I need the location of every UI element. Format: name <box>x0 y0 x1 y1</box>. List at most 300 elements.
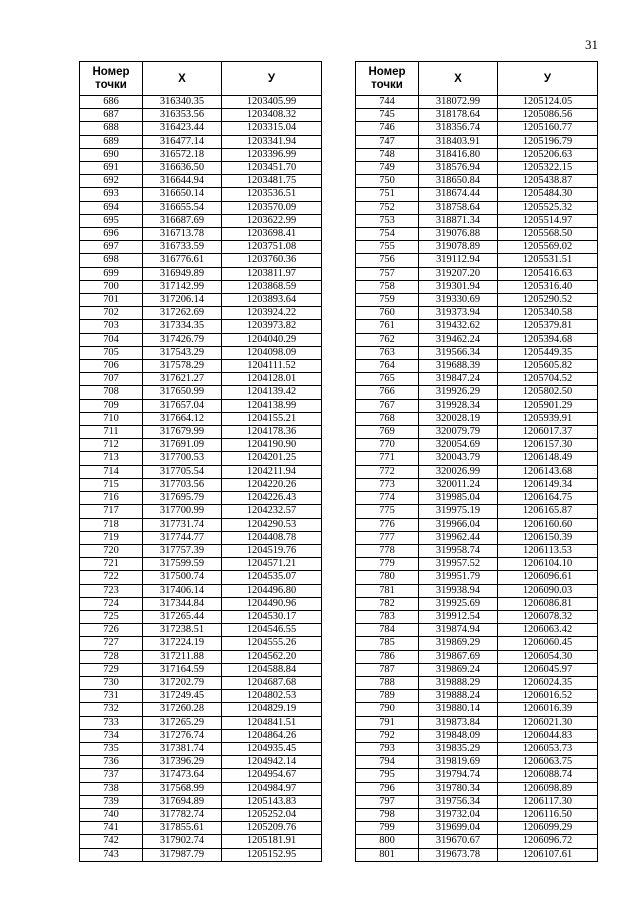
y-coordinate-cell: 1204555.26 <box>222 637 322 650</box>
point-number-cell: 727 <box>80 637 143 650</box>
y-coordinate-cell: 1205416.63 <box>498 267 598 280</box>
y-coordinate-cell: 1205379.81 <box>498 320 598 333</box>
y-coordinate-cell: 1204496.80 <box>222 584 322 597</box>
y-coordinate-cell: 1205290.52 <box>498 294 598 307</box>
y-coordinate-cell: 1206016.52 <box>498 690 598 703</box>
x-coordinate-cell: 319912.54 <box>419 610 498 623</box>
table-row <box>80 531 322 544</box>
coordinates-table-left <box>79 61 322 862</box>
y-coordinate-cell: 1206063.75 <box>498 756 598 769</box>
y-coordinate-cell: 1203760.36 <box>222 254 322 267</box>
point-number-cell: 789 <box>356 690 419 703</box>
x-coordinate-cell: 316644.94 <box>143 175 222 188</box>
point-number-cell: 717 <box>80 505 143 518</box>
table-row <box>356 294 598 307</box>
x-coordinate-cell: 319794.74 <box>419 769 498 782</box>
y-coordinate-cell: 1205209.76 <box>222 822 322 835</box>
y-coordinate-cell: 1206096.61 <box>498 571 598 584</box>
x-coordinate-cell: 317599.59 <box>143 558 222 571</box>
table-row <box>356 478 598 491</box>
table-row <box>356 267 598 280</box>
y-coordinate-cell: 1205340.58 <box>498 307 598 320</box>
table-row <box>356 109 598 122</box>
x-coordinate-cell: 317621.27 <box>143 373 222 386</box>
y-coordinate-cell: 1205252.04 <box>222 808 322 821</box>
table-row <box>80 452 322 465</box>
x-coordinate-cell: 317406.14 <box>143 584 222 597</box>
point-number-cell: 762 <box>356 333 419 346</box>
x-coordinate-cell: 319688.39 <box>419 360 498 373</box>
table-row <box>80 122 322 135</box>
y-coordinate-cell: 1206107.61 <box>498 848 598 861</box>
x-coordinate-cell: 319869.24 <box>419 663 498 676</box>
table-body <box>356 96 598 862</box>
y-coordinate-cell: 1203924.22 <box>222 307 322 320</box>
x-coordinate-cell: 317426.79 <box>143 333 222 346</box>
y-coordinate-cell: 1203451.70 <box>222 162 322 175</box>
point-number-cell: 740 <box>80 808 143 821</box>
x-coordinate-cell: 319938.94 <box>419 584 498 597</box>
x-coordinate-cell: 319957.52 <box>419 558 498 571</box>
table-row <box>356 360 598 373</box>
x-coordinate-cell: 316423.44 <box>143 122 222 135</box>
table-row <box>356 188 598 201</box>
x-coordinate-cell: 317142.99 <box>143 280 222 293</box>
point-number-cell: 705 <box>80 346 143 359</box>
y-coordinate-cell: 1206157.30 <box>498 439 598 452</box>
y-coordinate-cell: 1206143.68 <box>498 465 598 478</box>
point-number-cell: 766 <box>356 386 419 399</box>
point-number-cell: 701 <box>80 294 143 307</box>
x-coordinate-cell: 319670.67 <box>419 835 498 848</box>
point-number-cell: 769 <box>356 426 419 439</box>
point-number-cell: 711 <box>80 426 143 439</box>
x-coordinate-cell: 317744.77 <box>143 531 222 544</box>
x-coordinate-cell: 319869.29 <box>419 637 498 650</box>
y-coordinate-cell: 1206160.60 <box>498 518 598 531</box>
table-row <box>356 135 598 148</box>
y-coordinate-cell: 1204562.20 <box>222 650 322 663</box>
table-row <box>356 769 598 782</box>
header-line-1: Номер <box>92 65 130 78</box>
y-coordinate-cell: 1205484.30 <box>498 188 598 201</box>
table-row <box>80 650 322 663</box>
table-row <box>80 729 322 742</box>
point-number-cell: 800 <box>356 835 419 848</box>
x-coordinate-cell: 316655.54 <box>143 201 222 214</box>
point-number-cell: 780 <box>356 571 419 584</box>
x-coordinate-cell: 319975.19 <box>419 505 498 518</box>
table-row <box>80 756 322 769</box>
table-row <box>80 518 322 531</box>
table-row <box>356 597 598 610</box>
point-number-cell: 787 <box>356 663 419 676</box>
y-coordinate-cell: 1203408.32 <box>222 109 322 122</box>
x-coordinate-cell: 319951.79 <box>419 571 498 584</box>
x-coordinate-cell: 317700.99 <box>143 505 222 518</box>
x-coordinate-cell: 317265.44 <box>143 610 222 623</box>
y-coordinate-cell: 1204290.53 <box>222 518 322 531</box>
y-coordinate-cell: 1205316.40 <box>498 280 598 293</box>
y-coordinate-cell: 1204954.67 <box>222 769 322 782</box>
table-row <box>356 703 598 716</box>
x-coordinate-cell: 317568.99 <box>143 782 222 795</box>
point-number-cell: 746 <box>356 122 419 135</box>
x-coordinate-cell: 319873.84 <box>419 716 498 729</box>
point-number-cell: 747 <box>356 135 419 148</box>
x-coordinate-cell: 317700.53 <box>143 452 222 465</box>
point-number-cell: 755 <box>356 241 419 254</box>
y-coordinate-cell: 1203893.64 <box>222 294 322 307</box>
table-row <box>356 412 598 425</box>
table-row <box>80 505 322 518</box>
y-coordinate-cell: 1205160.77 <box>498 122 598 135</box>
table-row <box>80 188 322 201</box>
point-number-cell: 715 <box>80 478 143 491</box>
table-row <box>80 716 322 729</box>
y-coordinate-cell: 1204098.09 <box>222 346 322 359</box>
table-row <box>356 346 598 359</box>
y-coordinate-cell: 1206078.32 <box>498 610 598 623</box>
x-coordinate-cell: 316340.35 <box>143 96 222 109</box>
point-number-cell: 710 <box>80 412 143 425</box>
table-row <box>80 399 322 412</box>
table-row <box>356 663 598 676</box>
point-number-cell: 723 <box>80 584 143 597</box>
point-number-cell: 750 <box>356 175 419 188</box>
point-number-cell: 733 <box>80 716 143 729</box>
table-row <box>80 241 322 254</box>
table-row <box>356 742 598 755</box>
point-number-cell: 799 <box>356 822 419 835</box>
y-coordinate-cell: 1204226.43 <box>222 492 322 505</box>
x-coordinate-cell: 319926.29 <box>419 386 498 399</box>
point-number-cell: 770 <box>356 439 419 452</box>
x-coordinate-cell: 319847.24 <box>419 373 498 386</box>
x-coordinate-cell: 317211.88 <box>143 650 222 663</box>
y-coordinate-cell: 1204178.36 <box>222 426 322 439</box>
y-coordinate-cell: 1206150.39 <box>498 531 598 544</box>
x-coordinate-cell: 317664.12 <box>143 412 222 425</box>
table-row <box>80 214 322 227</box>
table-row <box>80 135 322 148</box>
point-number-cell: 739 <box>80 795 143 808</box>
x-coordinate-cell: 317679.99 <box>143 426 222 439</box>
table-row <box>356 148 598 161</box>
point-number-cell: 788 <box>356 676 419 689</box>
point-number-cell: 729 <box>80 663 143 676</box>
table-row <box>80 610 322 623</box>
y-coordinate-cell: 1204138.99 <box>222 399 322 412</box>
y-coordinate-cell: 1204829.19 <box>222 703 322 716</box>
x-coordinate-cell: 319966.04 <box>419 518 498 531</box>
table-row <box>80 228 322 241</box>
table-row <box>80 201 322 214</box>
table-row <box>80 637 322 650</box>
x-coordinate-cell: 320028.19 <box>419 412 498 425</box>
point-number-cell: 767 <box>356 399 419 412</box>
x-coordinate-cell: 317703.56 <box>143 478 222 491</box>
table-row <box>80 439 322 452</box>
x-coordinate-cell: 317334.35 <box>143 320 222 333</box>
x-coordinate-cell: 319835.29 <box>419 742 498 755</box>
table-row <box>80 558 322 571</box>
table-row <box>80 663 322 676</box>
y-coordinate-cell: 1203570.09 <box>222 201 322 214</box>
y-coordinate-cell: 1204220.26 <box>222 478 322 491</box>
point-number-cell: 743 <box>80 848 143 861</box>
x-coordinate-cell: 317276.74 <box>143 729 222 742</box>
point-number-cell: 748 <box>356 148 419 161</box>
x-coordinate-cell: 317164.59 <box>143 663 222 676</box>
y-coordinate-cell: 1204519.76 <box>222 544 322 557</box>
table-row <box>80 835 322 848</box>
y-coordinate-cell: 1206164.75 <box>498 492 598 505</box>
table-row <box>80 109 322 122</box>
table-row <box>356 808 598 821</box>
y-coordinate-cell: 1204984.97 <box>222 782 322 795</box>
y-header: У <box>222 62 322 96</box>
point-number-cell: 794 <box>356 756 419 769</box>
y-coordinate-cell: 1203396.99 <box>222 148 322 161</box>
y-coordinate-cell: 1204128.01 <box>222 373 322 386</box>
x-coordinate-cell: 318758.64 <box>419 201 498 214</box>
table-row <box>80 822 322 835</box>
y-coordinate-cell: 1204535.07 <box>222 571 322 584</box>
x-coordinate-cell: 319888.24 <box>419 690 498 703</box>
y-coordinate-cell: 1204139.42 <box>222 386 322 399</box>
table-row <box>80 254 322 267</box>
point-number-cell: 778 <box>356 544 419 557</box>
y-coordinate-cell: 1205124.05 <box>498 96 598 109</box>
point-number-cell: 768 <box>356 412 419 425</box>
y-coordinate-cell: 1204155.21 <box>222 412 322 425</box>
y-coordinate-cell: 1206016.39 <box>498 703 598 716</box>
point-number-cell: 793 <box>356 742 419 755</box>
table-row <box>80 848 322 861</box>
x-coordinate-cell: 319566.34 <box>419 346 498 359</box>
x-coordinate-cell: 317782.74 <box>143 808 222 821</box>
x-coordinate-cell: 318178.64 <box>419 109 498 122</box>
y-coordinate-cell: 1206024.35 <box>498 676 598 689</box>
point-number-cell: 759 <box>356 294 419 307</box>
header-line-2: точки <box>371 78 403 91</box>
table-row <box>356 756 598 769</box>
point-number-cell: 745 <box>356 109 419 122</box>
table-row <box>356 452 598 465</box>
y-coordinate-cell: 1206148.49 <box>498 452 598 465</box>
y-coordinate-cell: 1203341.94 <box>222 135 322 148</box>
x-coordinate-cell: 316949.89 <box>143 267 222 280</box>
point-number-cell: 754 <box>356 228 419 241</box>
y-coordinate-cell: 1205196.79 <box>498 135 598 148</box>
x-coordinate-cell: 317238.51 <box>143 624 222 637</box>
point-number-cell: 786 <box>356 650 419 663</box>
table-row <box>80 412 322 425</box>
table-row <box>356 822 598 835</box>
point-number-cell: 693 <box>80 188 143 201</box>
table-row <box>80 280 322 293</box>
x-coordinate-cell: 317731.74 <box>143 518 222 531</box>
x-coordinate-cell: 316353.56 <box>143 109 222 122</box>
x-coordinate-cell: 319078.89 <box>419 241 498 254</box>
y-coordinate-cell: 1206165.87 <box>498 505 598 518</box>
point-number-cell: 742 <box>80 835 143 848</box>
y-coordinate-cell: 1205514.97 <box>498 214 598 227</box>
point-number-cell: 712 <box>80 439 143 452</box>
x-coordinate-cell: 319076.88 <box>419 228 498 241</box>
table-row <box>80 478 322 491</box>
table-row <box>80 267 322 280</box>
table-row <box>356 214 598 227</box>
table-header-row <box>80 62 322 96</box>
y-coordinate-cell: 1205531.51 <box>498 254 598 267</box>
x-coordinate-cell: 317650.99 <box>143 386 222 399</box>
table-row <box>80 795 322 808</box>
point-number-cell: 694 <box>80 201 143 214</box>
y-coordinate-cell: 1203751.08 <box>222 241 322 254</box>
y-coordinate-cell: 1206104.10 <box>498 558 598 571</box>
point-number-cell: 722 <box>80 571 143 584</box>
x-coordinate-cell: 316733.59 <box>143 241 222 254</box>
table-row <box>80 571 322 584</box>
x-coordinate-cell: 318674.44 <box>419 188 498 201</box>
table-row <box>80 465 322 478</box>
point-number-cell: 692 <box>80 175 143 188</box>
point-number-cell: 691 <box>80 162 143 175</box>
y-coordinate-cell: 1204546.55 <box>222 624 322 637</box>
y-coordinate-cell: 1204935.45 <box>222 742 322 755</box>
table-row <box>80 492 322 505</box>
point-number-cell: 763 <box>356 346 419 359</box>
y-coordinate-cell: 1206149.34 <box>498 478 598 491</box>
table-row <box>80 808 322 821</box>
x-coordinate-cell: 317224.19 <box>143 637 222 650</box>
point-number-cell: 798 <box>356 808 419 821</box>
point-number-cell: 764 <box>356 360 419 373</box>
point-number-cell: 721 <box>80 558 143 571</box>
table-row <box>356 492 598 505</box>
point-number-cell: 731 <box>80 690 143 703</box>
point-number-cell: 756 <box>356 254 419 267</box>
y-coordinate-cell: 1206063.42 <box>498 624 598 637</box>
point-number-cell: 726 <box>80 624 143 637</box>
point-number-cell: 781 <box>356 584 419 597</box>
point-number-cell: 698 <box>80 254 143 267</box>
table-row <box>356 531 598 544</box>
x-coordinate-cell: 316776.61 <box>143 254 222 267</box>
table-row <box>356 690 598 703</box>
x-coordinate-cell: 320026.99 <box>419 465 498 478</box>
y-coordinate-cell: 1205569.02 <box>498 241 598 254</box>
x-coordinate-cell: 319373.94 <box>419 307 498 320</box>
table-row <box>80 294 322 307</box>
table-row <box>356 795 598 808</box>
y-coordinate-cell: 1206086.81 <box>498 597 598 610</box>
x-coordinate-cell: 317262.69 <box>143 307 222 320</box>
point-number-cell: 695 <box>80 214 143 227</box>
y-coordinate-cell: 1205605.82 <box>498 360 598 373</box>
point-number-cell: 753 <box>356 214 419 227</box>
x-coordinate-cell: 319819.69 <box>419 756 498 769</box>
y-coordinate-cell: 1206099.29 <box>498 822 598 835</box>
x-coordinate-cell: 319699.04 <box>419 822 498 835</box>
point-number-header <box>80 62 143 96</box>
point-number-cell: 716 <box>80 492 143 505</box>
y-coordinate-cell: 1204232.57 <box>222 505 322 518</box>
point-number-cell: 709 <box>80 399 143 412</box>
point-number-cell: 687 <box>80 109 143 122</box>
point-number-cell: 713 <box>80 452 143 465</box>
table-row <box>356 373 598 386</box>
x-coordinate-cell: 319330.69 <box>419 294 498 307</box>
table-row <box>80 175 322 188</box>
table-row <box>80 162 322 175</box>
point-number-cell: 708 <box>80 386 143 399</box>
point-number-cell: 737 <box>80 769 143 782</box>
table-row <box>356 426 598 439</box>
point-number-cell: 690 <box>80 148 143 161</box>
table-row <box>356 162 598 175</box>
point-number-cell: 732 <box>80 703 143 716</box>
x-coordinate-cell: 317695.79 <box>143 492 222 505</box>
x-coordinate-cell: 320079.79 <box>419 426 498 439</box>
table-row <box>356 782 598 795</box>
point-number-cell: 777 <box>356 531 419 544</box>
table-row <box>356 676 598 689</box>
point-number-cell: 686 <box>80 96 143 109</box>
x-coordinate-cell: 316636.50 <box>143 162 222 175</box>
point-number-cell: 784 <box>356 624 419 637</box>
y-coordinate-cell: 1206096.72 <box>498 835 598 848</box>
x-coordinate-cell: 317260.28 <box>143 703 222 716</box>
x-coordinate-cell: 317657.04 <box>143 399 222 412</box>
x-coordinate-cell: 320011.24 <box>419 478 498 491</box>
point-number-cell: 702 <box>80 307 143 320</box>
x-coordinate-cell: 319925.69 <box>419 597 498 610</box>
y-coordinate-cell: 1205086.56 <box>498 109 598 122</box>
table-row <box>356 571 598 584</box>
table-row <box>80 624 322 637</box>
x-coordinate-cell: 319112.94 <box>419 254 498 267</box>
x-coordinate-cell: 318416.80 <box>419 148 498 161</box>
point-number-cell: 700 <box>80 280 143 293</box>
point-number-cell: 699 <box>80 267 143 280</box>
table-row <box>356 637 598 650</box>
table-row <box>80 333 322 346</box>
table-row <box>356 175 598 188</box>
x-coordinate-cell: 319732.04 <box>419 808 498 821</box>
table-row <box>80 307 322 320</box>
table-row <box>356 122 598 135</box>
table-row <box>356 835 598 848</box>
table-row <box>356 307 598 320</box>
y-coordinate-cell: 1205802.50 <box>498 386 598 399</box>
y-header: У <box>498 62 598 96</box>
y-coordinate-cell: 1204571.21 <box>222 558 322 571</box>
table-row <box>356 254 598 267</box>
table-row <box>356 505 598 518</box>
point-number-cell: 783 <box>356 610 419 623</box>
y-coordinate-cell: 1204942.14 <box>222 756 322 769</box>
x-coordinate-cell: 317202.79 <box>143 676 222 689</box>
x-coordinate-cell: 316687.69 <box>143 214 222 227</box>
table-row <box>356 544 598 557</box>
point-number-cell: 751 <box>356 188 419 201</box>
x-coordinate-cell: 317500.74 <box>143 571 222 584</box>
table-row <box>80 782 322 795</box>
y-coordinate-cell: 1205152.95 <box>222 848 322 861</box>
